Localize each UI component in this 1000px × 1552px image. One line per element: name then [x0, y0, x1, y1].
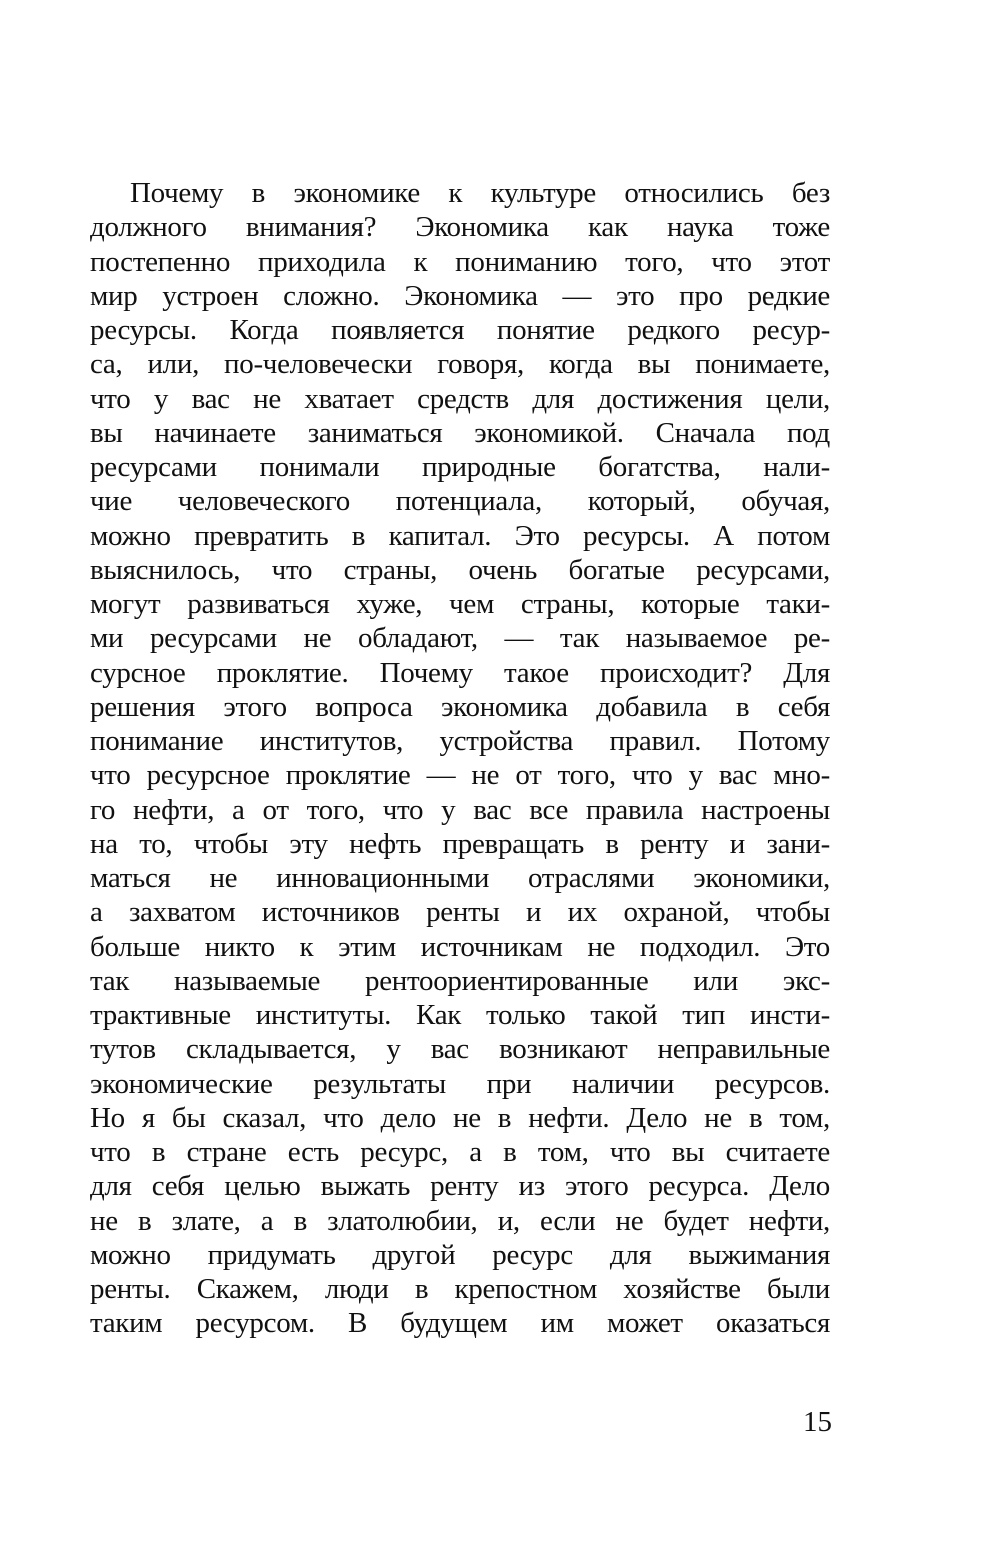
- text-line: чие человеческого потенциала, который, обучая,: [90, 485, 830, 518]
- text-line: са, или, по-человечески говоря, когда вы понимаете,: [90, 348, 830, 381]
- text-line: что у вас не хватает средств для достижения цели,: [90, 382, 830, 415]
- text-line: таким ресурсом. В будущем им может оказаться: [90, 1307, 830, 1340]
- text-line: маться не инновационными отраслями экономики,: [90, 862, 830, 894]
- text-line: ресурсами понимали природные богатства, нали-: [90, 451, 830, 483]
- text-line: должного внимания? Экономика как наука тоже: [90, 211, 830, 244]
- text-line: Но я бы сказал, что дело не в нефти. Дело не в том,: [90, 1101, 830, 1134]
- text-line: что в стране есть ресурс, а в том, что вы считаете: [90, 1136, 830, 1168]
- text-line: так называемые рентоориентированные или экс-: [90, 964, 830, 997]
- text-line: ресурсы. Когда появляется понятие редкого ресур-: [90, 314, 830, 346]
- text-line: вы начинаете заниматься экономикой. Сначала под: [90, 416, 830, 449]
- text-line: больше никто к этим источникам не подходил. Это: [90, 930, 830, 963]
- text-line: понимание институтов, устройства правил. Потому: [90, 725, 830, 757]
- text-line: ми ресурсами не обладают, — так называемое ре-: [90, 622, 830, 655]
- text-line: го нефти, а от того, что у вас все правила настроены: [90, 793, 830, 826]
- text-line: сурсное проклятие. Почему такое происходит? Для: [90, 656, 830, 689]
- text-line: экономические результаты при наличии ресурсов.: [90, 1067, 830, 1100]
- text-line: ренты. Скажем, люди в крепостном хозяйстве были: [90, 1273, 830, 1305]
- text-line: решения этого вопроса экономика добавила в себя: [90, 690, 830, 723]
- text-line: постепенно приходила к пониманию того, что этот: [90, 245, 830, 278]
- text-line: а захватом источников ренты и их охраной, чтобы: [90, 896, 830, 929]
- text-line: можно придумать другой ресурс для выжимания: [90, 1238, 830, 1271]
- text-line: на то, чтобы эту нефть превращать в ренту и зани-: [90, 827, 830, 860]
- text-line: не в злате, а в златолюбии, и, если не будет нефти,: [90, 1204, 830, 1237]
- text-line: мир устроен сложно. Экономика — это про редкие: [90, 279, 830, 312]
- text-line: что ресурсное проклятие — не от того, что у вас мно-: [90, 759, 830, 792]
- text-line: для себя целью выжать ренту из этого ресурса. Дело: [90, 1170, 830, 1203]
- text-line: могут развиваться хуже, чем страны, которые таки-: [90, 588, 830, 620]
- text-line: Почему в экономике к культуре относились без: [130, 177, 830, 209]
- page-number: 15: [803, 1406, 832, 1438]
- text-line: выяснилось, что страны, очень богатые ресурсами,: [90, 553, 830, 586]
- text-line: трактивные институты. Как только такой тип инсти-: [90, 999, 830, 1031]
- text-line: можно превратить в капитал. Это ресурсы. А потом: [90, 519, 830, 552]
- text-line: тутов складывается, у вас возникают неправильные: [90, 1033, 830, 1066]
- body-text: [90, 176, 830, 1341]
